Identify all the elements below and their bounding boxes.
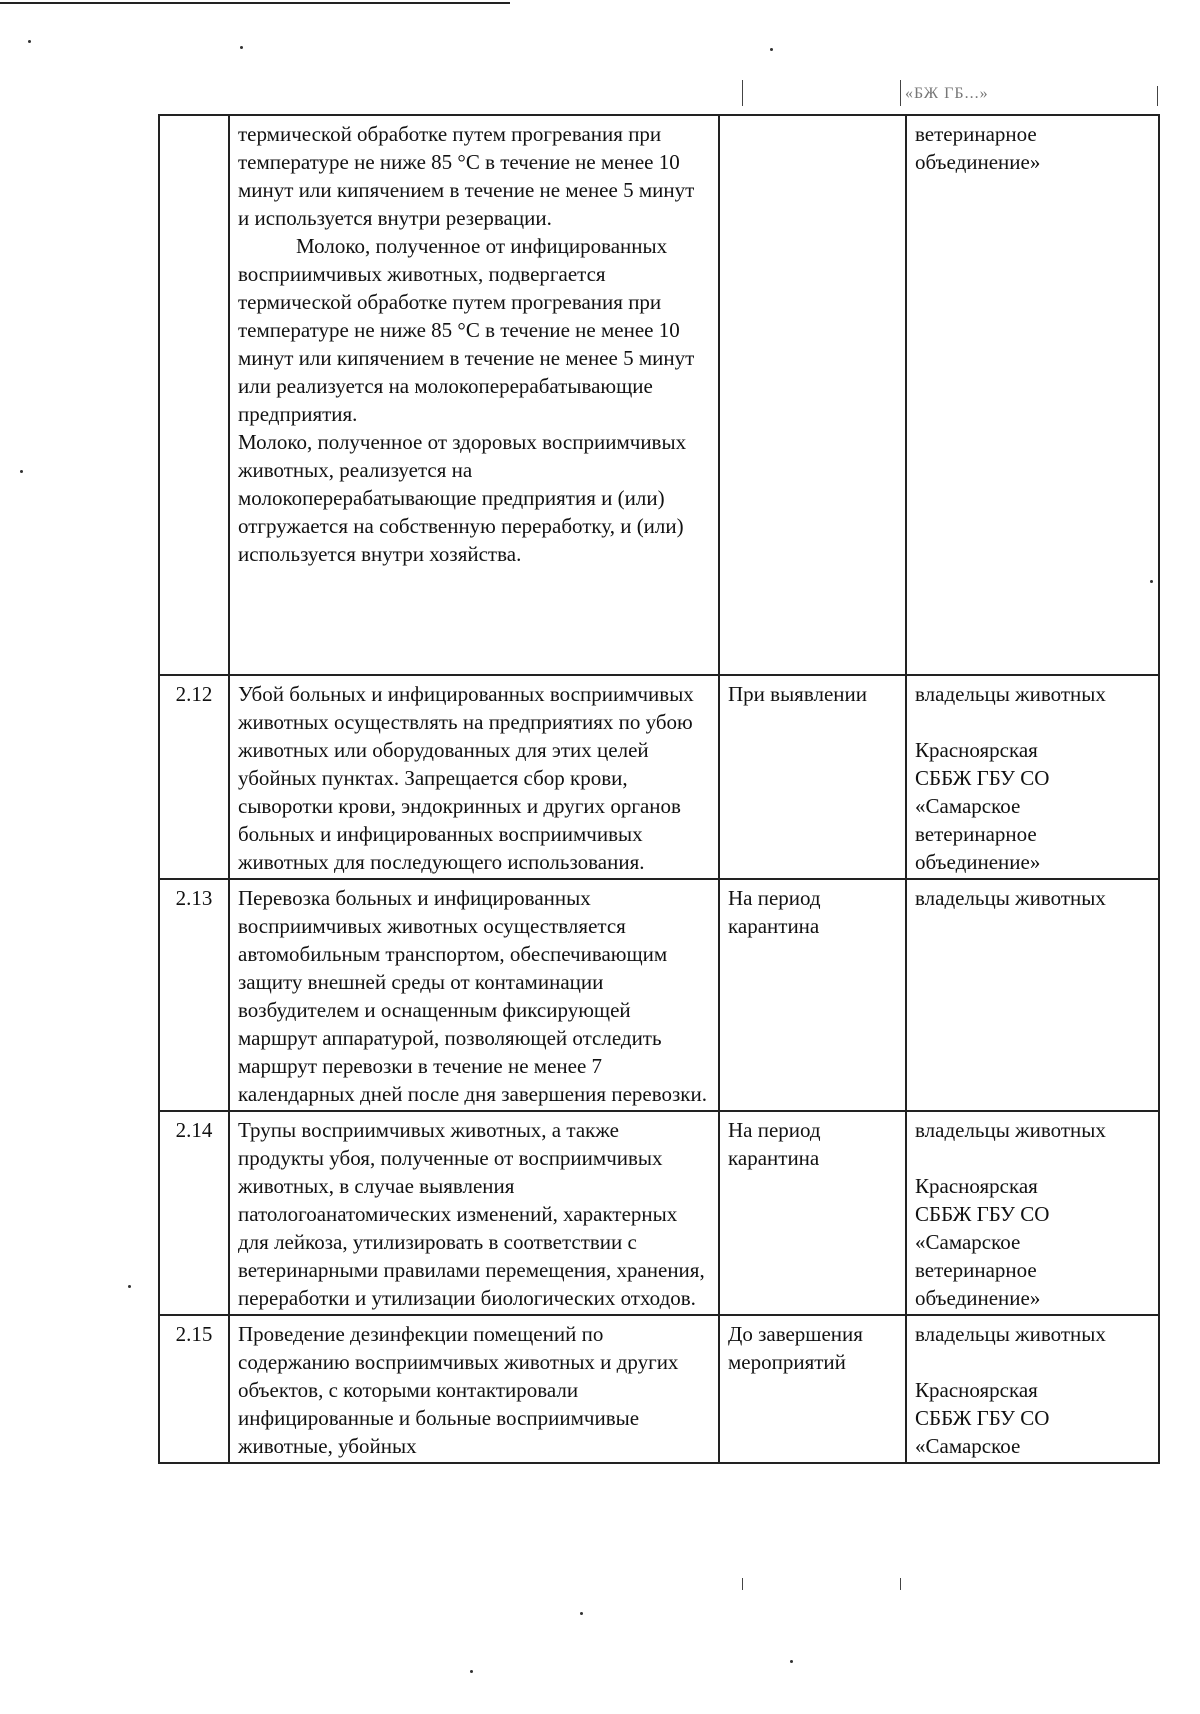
responsible-line: объединение» <box>915 150 1041 174</box>
scan-speck <box>20 470 23 473</box>
measures-table <box>158 114 1160 1464</box>
measure-responsible <box>906 115 1159 675</box>
measure-term: До завершения мероприятий <box>719 1315 906 1463</box>
scan-column-line <box>900 1578 901 1590</box>
measure-paragraph: термической обработке путем прогревания при температуре не ниже 85 °С в течение не менее 10 минут или кипячением в течение не менее 5 минут и используется внутри резервации. <box>238 122 695 230</box>
responsible-line: «Самарское <box>915 1434 1021 1458</box>
scan-speck <box>240 46 243 49</box>
row-number <box>159 115 229 675</box>
responsible-line: ветеринарное <box>915 822 1037 846</box>
measure-responsible <box>906 1315 1159 1463</box>
responsible-line: СББЖ ГБУ СО <box>915 1202 1050 1226</box>
responsible-line: ветеринарное <box>915 122 1037 146</box>
responsible-line: «Самарское <box>915 794 1021 818</box>
measure-text <box>229 115 719 675</box>
measure-text <box>229 675 719 879</box>
table-row <box>159 879 1159 1111</box>
measure-term: На период карантина <box>719 879 906 1111</box>
measure-responsible <box>906 675 1159 879</box>
measure-paragraph: Убой больных и инфицированных восприимчивых животных осуществлять на предприятиях по убою животных или оборудованных для этих целей убойных пунктах. Запрещается сбор крови, сыворотки крови, эндокринных и других органов больных и инфицированных восприимчивых животных для последующего использования. <box>238 682 694 874</box>
row-number: 2.14 <box>159 1111 229 1315</box>
header-fragment: «БЖ ГБ...» <box>905 85 989 102</box>
row-number: 2.15 <box>159 1315 229 1463</box>
responsible-line: объединение» <box>915 1286 1041 1310</box>
scan-speck <box>128 1285 131 1288</box>
responsible-line: СББЖ ГБУ СО <box>915 1406 1050 1430</box>
measure-paragraph: Перевозка больных и инфицированных восприимчивых животных осуществляется автомобильным транспортом, обеспечивающим защиту внешней среды от контаминации возбудителем и оснащенным фиксирующей маршрут аппаратурой, позволяющей отследить маршрут перевозки в течение не менее 7 календарных дней после дня завершения перевозки. <box>238 886 707 1106</box>
scan-speck <box>770 48 773 51</box>
spacer <box>915 1144 1150 1172</box>
table-row-continued <box>159 115 1159 675</box>
measure-term: При выявлении <box>719 675 906 879</box>
table-row <box>159 675 1159 879</box>
measure-text <box>229 1111 719 1315</box>
row-number: 2.13 <box>159 879 229 1111</box>
responsible-line: Красноярская <box>915 738 1038 762</box>
measure-term: На период карантина <box>719 1111 906 1315</box>
scan-speck <box>28 40 31 43</box>
scan-column-line <box>900 80 901 106</box>
responsible-line: Красноярская <box>915 1174 1038 1198</box>
scan-column-line <box>742 1578 743 1590</box>
responsible-line: Красноярская <box>915 1378 1038 1402</box>
responsible-line: СББЖ ГБУ СО <box>915 766 1050 790</box>
scan-speck <box>790 1660 793 1663</box>
measure-paragraph: Проведение дезинфекции помещений по содержанию восприимчивых животных и других объектов, с которыми контактировали инфицированные и больные восприимчивые животные, убойных <box>238 1322 679 1458</box>
table-row <box>159 1315 1159 1463</box>
measure-paragraph: Молоко, полученное от инфицированных восприимчивых животных, подвергается термической обработке путем прогревания при температуре не ниже 85 °С в течение не менее 10 минут или кипячением в течение не менее 5 минут или реализуется на молокоперерабатывающие предприятия. <box>238 234 695 426</box>
table-row <box>159 1111 1159 1315</box>
scan-top-line <box>0 2 510 4</box>
measure-term <box>719 115 906 675</box>
scan-speck <box>470 1670 473 1673</box>
responsible-owner: владельцы животных <box>915 1322 1106 1346</box>
scan-column-line <box>1157 86 1158 106</box>
responsible-line: ветеринарное <box>915 1258 1037 1282</box>
responsible-line: объединение» <box>915 850 1041 874</box>
responsible-line: «Самарское <box>915 1230 1021 1254</box>
responsible-owner: владельцы животных <box>915 1118 1106 1142</box>
responsible-owner: владельцы животных <box>915 682 1106 706</box>
scan-speck <box>580 1612 583 1615</box>
measure-text <box>229 879 719 1111</box>
spacer <box>915 1348 1150 1376</box>
measure-text <box>229 1315 719 1463</box>
measure-responsible <box>906 879 1159 1111</box>
measure-paragraph: Трупы восприимчивых животных, а также продукты убоя, полученные от восприимчивых животных, в случае выявления патологоанатомических изменений, характерных для лейкоза, утилизировать в соответствии с ветеринарными правилами перемещения, хранения, переработки и утилизации биологических отходов. <box>238 1118 705 1310</box>
scan-column-line <box>742 80 743 106</box>
spacer <box>915 708 1150 736</box>
measure-paragraph: Молоко, полученное от здоровых восприимчивых животных, реализуется на молокоперерабатывающие предприятия и (или) отгружается на собственную переработку, и (или) используется внутри хозяйства. <box>238 430 687 566</box>
row-number: 2.12 <box>159 675 229 879</box>
measure-responsible <box>906 1111 1159 1315</box>
responsible-owner: владельцы животных <box>915 886 1106 910</box>
